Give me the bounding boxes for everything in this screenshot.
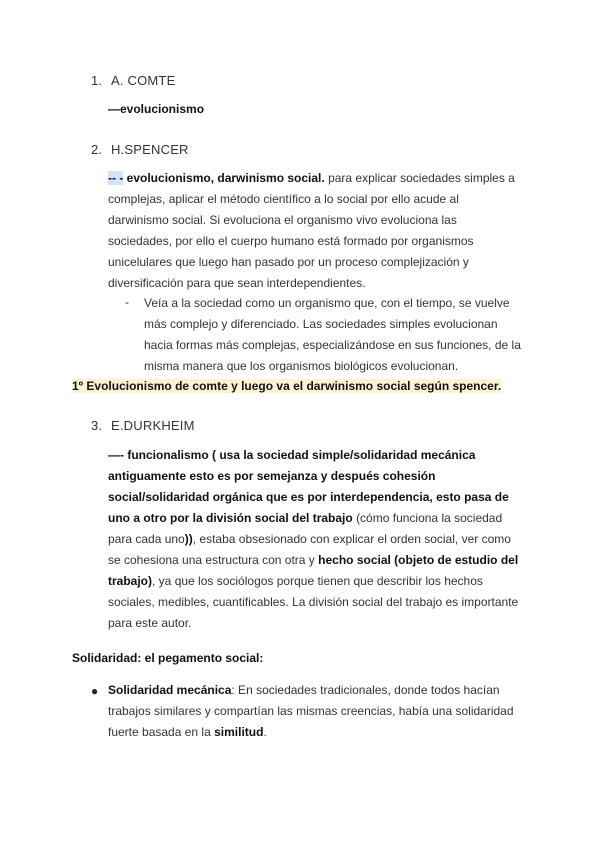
section-heading-durkheim <box>91 418 195 433</box>
durkheim-text-1: (cómo funciona la sociedad para cada uno <box>108 511 503 546</box>
mecanica-end: . <box>263 725 267 739</box>
mecanica-paragraph <box>108 680 522 743</box>
section-number: 1. <box>91 73 103 88</box>
dash-bullet: - <box>125 295 129 309</box>
durkheim-text-2: , estaba obsesionado con explicar el orden social, ver como se cohesiona una estructura con otra y <box>108 532 511 567</box>
mecanica-bold-lead: Solidaridad mecánica <box>108 683 232 697</box>
summary-highlight <box>72 377 501 396</box>
spencer-text: para explicar sociedades simples a complejas, aplicar el método científico a lo social por ello acude al darwinismo social. Si evoluciona el organismo vivo evoluciona las sociedades, por ello el cuerpo humano está formado por organismos unicelulares que luego han pasado por un proceso complejización y diversificación para que sean interdependientes. <box>108 171 515 290</box>
summary-text: 1º Evolucionismo de comte y luego va el darwinismo social según spencer. <box>72 379 502 393</box>
spencer-paragraph <box>108 168 520 294</box>
mecanica-text: : En sociedades tradicionales, donde todos hacían trabajos similares y compartían las mismas creencias, había una solidaridad fuerte basada en la <box>108 683 514 739</box>
section-title: A. COMTE <box>111 73 176 88</box>
section-title: H.SPENCER <box>111 142 189 157</box>
mecanica-bold-end: similitud <box>214 725 264 739</box>
spencer-bold-lead: evolucionismo, darwinismo social. <box>126 171 325 185</box>
durkheim-text-3: , ya que los sociólogos porque tienen que describir los hechos sociales, medibles, cuantificables. La división social del trabajo es importante para este autor. <box>108 574 519 630</box>
durkheim-bold-3: hecho social (objeto de estudio del trabajo) <box>108 553 519 588</box>
durkheim-bold-2: )) <box>184 532 193 546</box>
durkheim-bold-1: —- funcionalismo ( usa la sociedad simple/solidaridad mecánica antiguamente esto es por semejanza y después cohesión social/solidaridad orgánica que es por interdependencia, esto pasa de uno a otro por la división social del trabajo <box>108 448 509 525</box>
dot-bullet: ● <box>91 684 99 698</box>
section-title: E.DURKHEIM <box>111 418 195 433</box>
section-number: 2. <box>91 142 103 157</box>
section-heading-comte <box>91 73 175 88</box>
section-number: 3. <box>91 418 103 433</box>
spencer-sub-paragraph: Veía a la sociedad como un organismo que, con el tiempo, se vuelve más complejo y diferenciado. Las sociedades simples evolucionan hacia formas más complejas, especializándose en sus funciones, de la misma manera que los organismos biológicos evolucionan. <box>144 296 521 373</box>
durkheim-paragraph <box>108 445 522 634</box>
solidaridad-heading: Solidaridad: el pegamento social: <box>72 651 264 665</box>
comte-note: —evolucionismo <box>108 102 205 116</box>
spencer-prefix: -- - <box>108 171 124 185</box>
section-heading-spencer <box>91 142 189 157</box>
